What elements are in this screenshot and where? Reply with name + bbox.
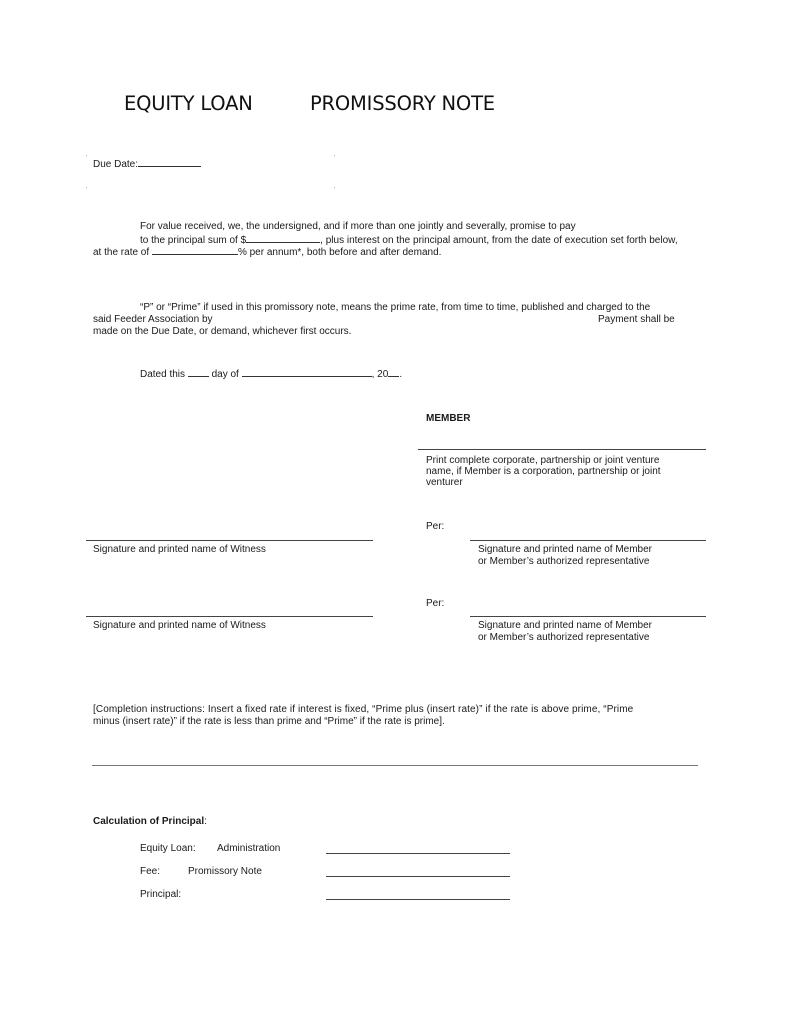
paragraph2-line2b: Payment shall be: [598, 314, 675, 325]
completion-instructions-line1: [Completion instructions: Insert a fixed rate if interest is fixed, “Prime plus (insert rate)” if the rate is above prime, “Prime: [93, 704, 634, 715]
member-signature-label-2: or Member’s authorized representative: [478, 556, 650, 567]
calc-row-label: Fee:: [140, 866, 161, 877]
member-signature-line[interactable]: [470, 616, 706, 617]
member-signature-label-1: Signature and printed name of Member: [478, 544, 652, 555]
principal-sum-input[interactable]: [246, 233, 320, 243]
scan-speck: [334, 155, 335, 156]
calc-row-sub: Administration: [217, 843, 281, 854]
calculation-heading-text: Calculation of Principal: [93, 816, 205, 827]
member-instruction-3: venturer: [426, 477, 463, 488]
calculation-heading: [93, 816, 207, 827]
member-signature-line[interactable]: [470, 540, 706, 541]
day-of-label: day of: [208, 369, 242, 380]
principal-sum-label: to the principal sum of $: [140, 235, 247, 246]
paragraph2-line2a: said Feeder Association by: [93, 314, 213, 325]
member-heading: MEMBER: [426, 413, 471, 424]
scan-speck: [86, 155, 87, 156]
dated-period: .: [399, 369, 403, 380]
year-prefix: , 20: [371, 369, 389, 380]
calc-row-label: Principal:: [140, 889, 182, 900]
calc-row-value-line[interactable]: [326, 876, 510, 877]
per-label: Per:: [426, 521, 445, 532]
scan-speck: [86, 187, 87, 188]
dated-line: [140, 367, 402, 380]
paragraph2-line1: “P” or “Prime” if used in this promissory note, means the prime rate, from time to time, published and charged to the: [140, 302, 651, 313]
paragraph1-line3: [93, 245, 441, 258]
rate-input[interactable]: [152, 245, 238, 255]
member-signature-label-2: or Member’s authorized representative: [478, 632, 650, 643]
witness-signature-line[interactable]: [86, 540, 373, 541]
member-instruction-1: Print complete corporate, partnership or joint venture: [426, 455, 660, 466]
paragraph2-line3: made on the Due Date, or demand, whichever first occurs.: [93, 326, 352, 337]
paragraph1-line2-rest: , plus interest on the principal amount, from the date of execution set forth below,: [320, 235, 678, 246]
paragraph1-line3-rest: % per annum*, both before and after demand.: [237, 247, 442, 258]
calculation-heading-colon: :: [204, 816, 207, 827]
due-date-input[interactable]: [138, 157, 201, 167]
calc-row-value-line[interactable]: [326, 853, 510, 854]
due-date-field: [93, 157, 201, 170]
due-date-label: Due Date:: [93, 159, 139, 170]
scan-speck: [334, 187, 335, 188]
member-signature-label-1: Signature and printed name of Member: [478, 620, 652, 631]
dated-this-label: Dated this: [140, 369, 188, 380]
member-name-line[interactable]: [418, 449, 706, 450]
witness-signature-line[interactable]: [86, 616, 373, 617]
rate-label: at the rate of: [93, 247, 152, 258]
completion-instructions-line2: minus (insert rate)” if the rate is less than prime and “Prime” if the rate is prime].: [93, 716, 445, 727]
day-input[interactable]: [188, 367, 209, 377]
year-input[interactable]: [388, 367, 399, 377]
calc-row-label: Equity Loan:: [140, 843, 196, 854]
section-divider: [92, 765, 698, 766]
witness-label: Signature and printed name of Witness: [93, 544, 266, 555]
title-promissory-note: PROMISSORY NOTE: [310, 92, 495, 115]
calc-row-sub: Promissory Note: [188, 866, 262, 877]
paragraph1-line1: For value received, we, the undersigned, and if more than one jointly and severally, promise to pay: [140, 221, 576, 232]
calc-row-value-line[interactable]: [326, 899, 510, 900]
witness-label: Signature and printed name of Witness: [93, 620, 266, 631]
member-instruction-2: name, if Member is a corporation, partnership or joint: [426, 466, 661, 477]
per-label: Per:: [426, 598, 445, 609]
title-equity-loan: EQUITY LOAN: [124, 92, 253, 115]
month-input[interactable]: [242, 367, 372, 377]
